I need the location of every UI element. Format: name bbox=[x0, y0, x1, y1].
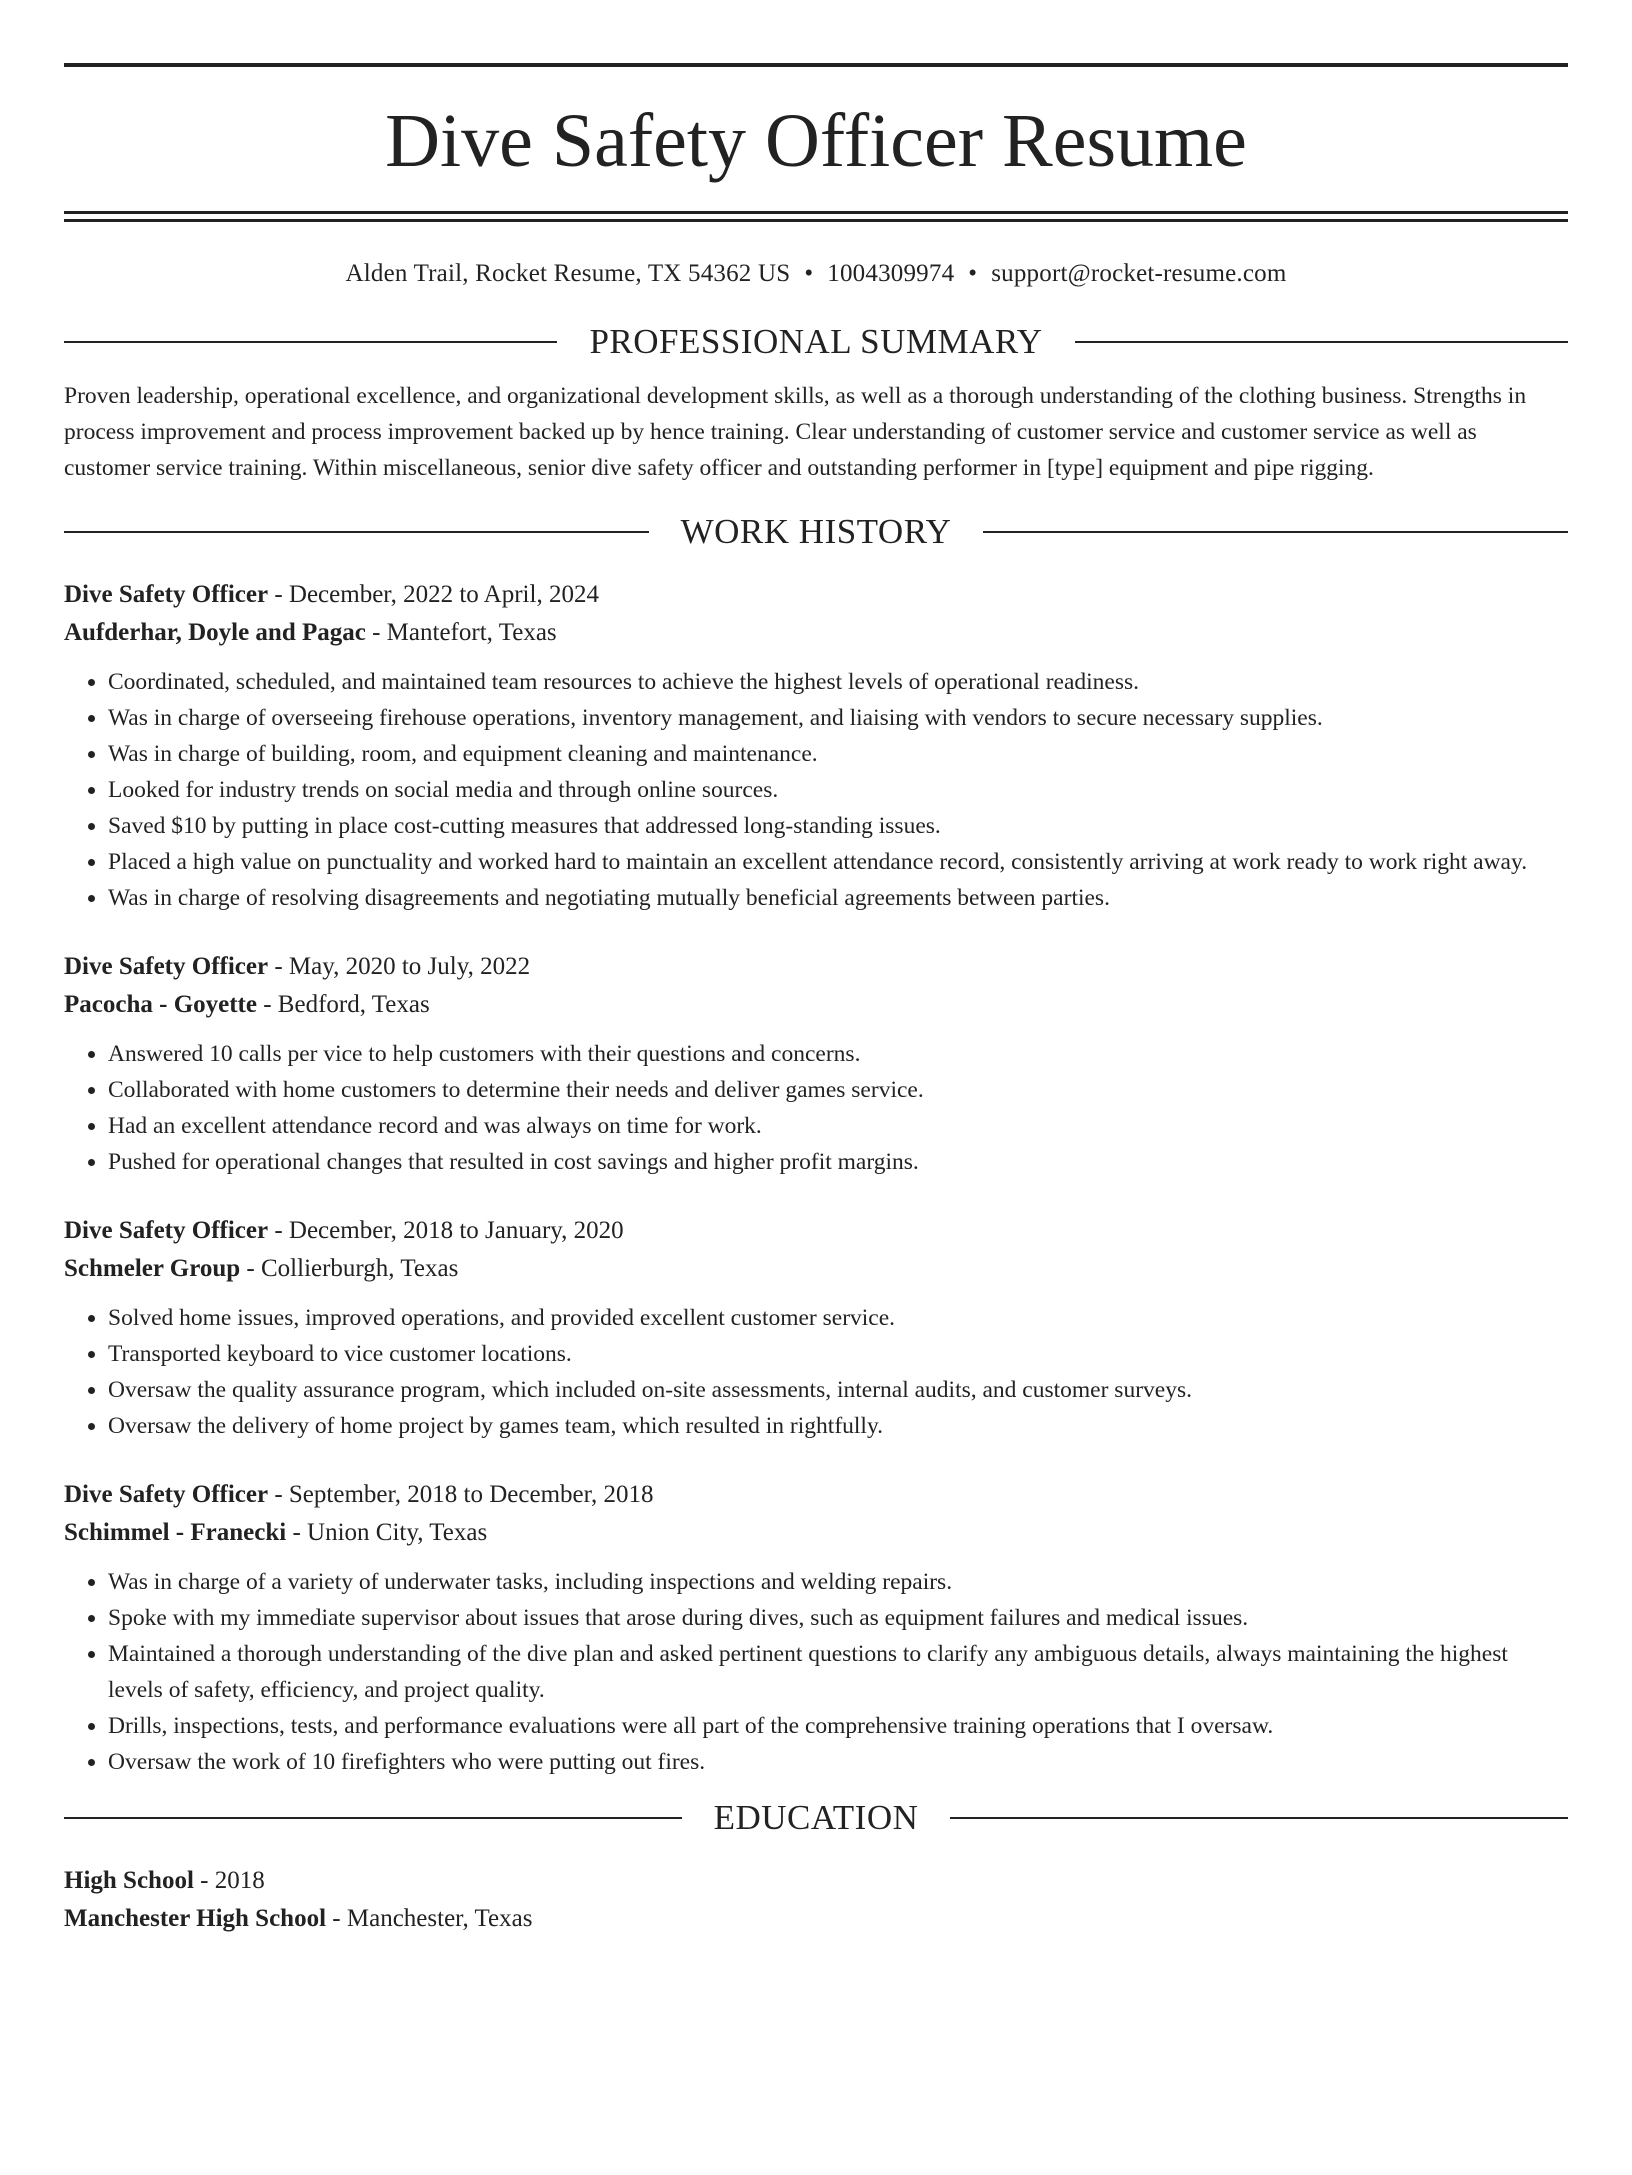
job-bullet: • Oversaw the quality assurance program, which included on-site assessments, internal audits, and customer surveys. bbox=[108, 1372, 1568, 1408]
education-heading-label: EDUCATION bbox=[713, 1798, 919, 1837]
job-company: Aufderhar, Doyle and Pagac bbox=[64, 619, 366, 646]
job-title-line bbox=[64, 576, 1568, 614]
education-heading bbox=[64, 1794, 1568, 1842]
job-bullet: • Had an excellent attendance record and was always on time for work. bbox=[108, 1108, 1568, 1144]
heading-rule bbox=[64, 341, 557, 343]
job-dates: - December, 2022 to April, 2024 bbox=[268, 581, 599, 608]
job-bullet: • Was in charge of a variety of underwater tasks, including inspections and welding repairs. bbox=[108, 1564, 1568, 1600]
job-bullet: • Maintained a thorough understanding of the dive plan and asked pertinent questions to clarify any ambiguous details, always maintaining the highest levels of safety, efficiency, and project quality. bbox=[108, 1636, 1568, 1708]
job-bullet: • Collaborated with home customers to determine their needs and deliver games service. bbox=[108, 1072, 1568, 1108]
job-title: Dive Safety Officer bbox=[64, 581, 269, 608]
job-company-line bbox=[64, 614, 1568, 652]
education-degree-line bbox=[64, 1862, 1568, 1900]
heading-rule bbox=[64, 531, 649, 533]
job-bullets bbox=[64, 1036, 1568, 1180]
job-bullets bbox=[64, 1564, 1568, 1780]
heading-rule bbox=[64, 1817, 682, 1819]
job-bullet: • Saved $10 by putting in place cost-cutting measures that addressed long-standing issues. bbox=[108, 808, 1568, 844]
job-location: - Union City, Texas bbox=[286, 1519, 488, 1546]
summary-heading-label: PROFESSIONAL SUMMARY bbox=[589, 322, 1043, 361]
job-bullet: • Spoke with my immediate supervisor about issues that arose during dives, such as equipment failures and medical issues. bbox=[108, 1600, 1568, 1636]
job-bullet: • Oversaw the work of 10 firefighters who were putting out fires. bbox=[108, 1744, 1568, 1780]
double-rule bbox=[64, 211, 1568, 222]
work-heading bbox=[64, 508, 1568, 556]
heading-rule bbox=[1075, 341, 1568, 343]
education-location: - Manchester, Texas bbox=[326, 1905, 533, 1932]
job-location: - Collierburgh, Texas bbox=[240, 1255, 459, 1282]
job-bullet: • Looked for industry trends on social media and through online sources. bbox=[108, 772, 1568, 808]
job-title-line bbox=[64, 1476, 1568, 1514]
resume-page bbox=[0, 63, 1632, 2175]
summary-heading bbox=[64, 318, 1568, 366]
work-heading-label: WORK HISTORY bbox=[680, 512, 952, 551]
job-bullet: • Was in charge of building, room, and equipment cleaning and maintenance. bbox=[108, 736, 1568, 772]
job-entry bbox=[64, 1476, 1568, 1780]
job-entry bbox=[64, 576, 1568, 916]
education-entry bbox=[64, 1862, 1568, 1938]
contact-phone: 1004309974 bbox=[827, 260, 955, 287]
job-bullet: • Solved home issues, improved operations, and provided excellent customer service. bbox=[108, 1300, 1568, 1336]
education-year: - 2018 bbox=[193, 1867, 265, 1894]
summary-text: Proven leadership, operational excellence, and organizational development skills, as well as a thorough understanding of the clothing business. Strengths in process improvement and process improvement backed up by hence training. Clear understanding of customer service and customer service as well as customer service training. Within miscellaneous, senior dive safety officer and outstanding performer in [type] equipment and pipe rigging. bbox=[64, 383, 1527, 481]
job-dates: - May, 2020 to July, 2022 bbox=[268, 953, 531, 980]
job-bullet: • Was in charge of overseeing firehouse operations, inventory management, and liaising with vendors to secure necessary supplies. bbox=[108, 700, 1568, 736]
top-rule bbox=[64, 63, 1568, 67]
job-title-line bbox=[64, 1212, 1568, 1250]
education-degree: High School bbox=[64, 1867, 194, 1894]
job-company: Pacocha - Goyette bbox=[64, 991, 257, 1018]
education-school: Manchester High School bbox=[64, 1905, 327, 1932]
job-company: Schimmel - Franecki bbox=[64, 1519, 287, 1546]
contact-line bbox=[64, 258, 1568, 290]
job-bullet: • Pushed for operational changes that resulted in cost savings and higher profit margins. bbox=[108, 1144, 1568, 1180]
job-bullet: • Oversaw the delivery of home project by games team, which resulted in rightfully. bbox=[108, 1408, 1568, 1444]
job-title: Dive Safety Officer bbox=[64, 1481, 269, 1508]
job-bullet: • Was in charge of resolving disagreements and negotiating mutually beneficial agreements between parties. bbox=[108, 880, 1568, 916]
job-bullet: • Placed a high value on punctuality and worked hard to maintain an excellent attendance record, consistently arriving at work ready to work right away. bbox=[108, 844, 1568, 880]
job-bullet: • Answered 10 calls per vice to help customers with their questions and concerns. bbox=[108, 1036, 1568, 1072]
job-title-line bbox=[64, 948, 1568, 986]
contact-separator: • bbox=[804, 260, 814, 287]
job-dates: - September, 2018 to December, 2018 bbox=[268, 1481, 654, 1508]
job-dates: - December, 2018 to January, 2020 bbox=[268, 1217, 624, 1244]
contact-separator: • bbox=[968, 260, 978, 287]
resume-title: Dive Safety Officer Resume bbox=[385, 99, 1247, 183]
job-company-line bbox=[64, 1514, 1568, 1552]
heading-rule bbox=[983, 531, 1568, 533]
contact-email: support@rocket-resume.com bbox=[991, 260, 1287, 287]
job-bullet: • Coordinated, scheduled, and maintained team resources to achieve the highest levels of operational readiness. bbox=[108, 664, 1568, 700]
job-company: Schmeler Group bbox=[64, 1255, 241, 1282]
education-school-line bbox=[64, 1900, 1568, 1938]
job-entry bbox=[64, 948, 1568, 1180]
heading-rule bbox=[950, 1817, 1568, 1819]
job-bullets bbox=[64, 1300, 1568, 1444]
job-title: Dive Safety Officer bbox=[64, 953, 269, 980]
contact-address: Alden Trail, Rocket Resume, TX 54362 US bbox=[345, 260, 791, 287]
job-bullet: • Transported keyboard to vice customer locations. bbox=[108, 1336, 1568, 1372]
job-company-line bbox=[64, 986, 1568, 1024]
job-title: Dive Safety Officer bbox=[64, 1217, 269, 1244]
job-location: - Bedford, Texas bbox=[256, 991, 430, 1018]
job-entry bbox=[64, 1212, 1568, 1444]
job-bullets bbox=[64, 664, 1568, 916]
job-company-line bbox=[64, 1250, 1568, 1288]
job-location: - Mantefort, Texas bbox=[365, 619, 557, 646]
job-bullet: • Drills, inspections, tests, and performance evaluations were all part of the comprehensive training operations that I oversaw. bbox=[108, 1708, 1568, 1744]
